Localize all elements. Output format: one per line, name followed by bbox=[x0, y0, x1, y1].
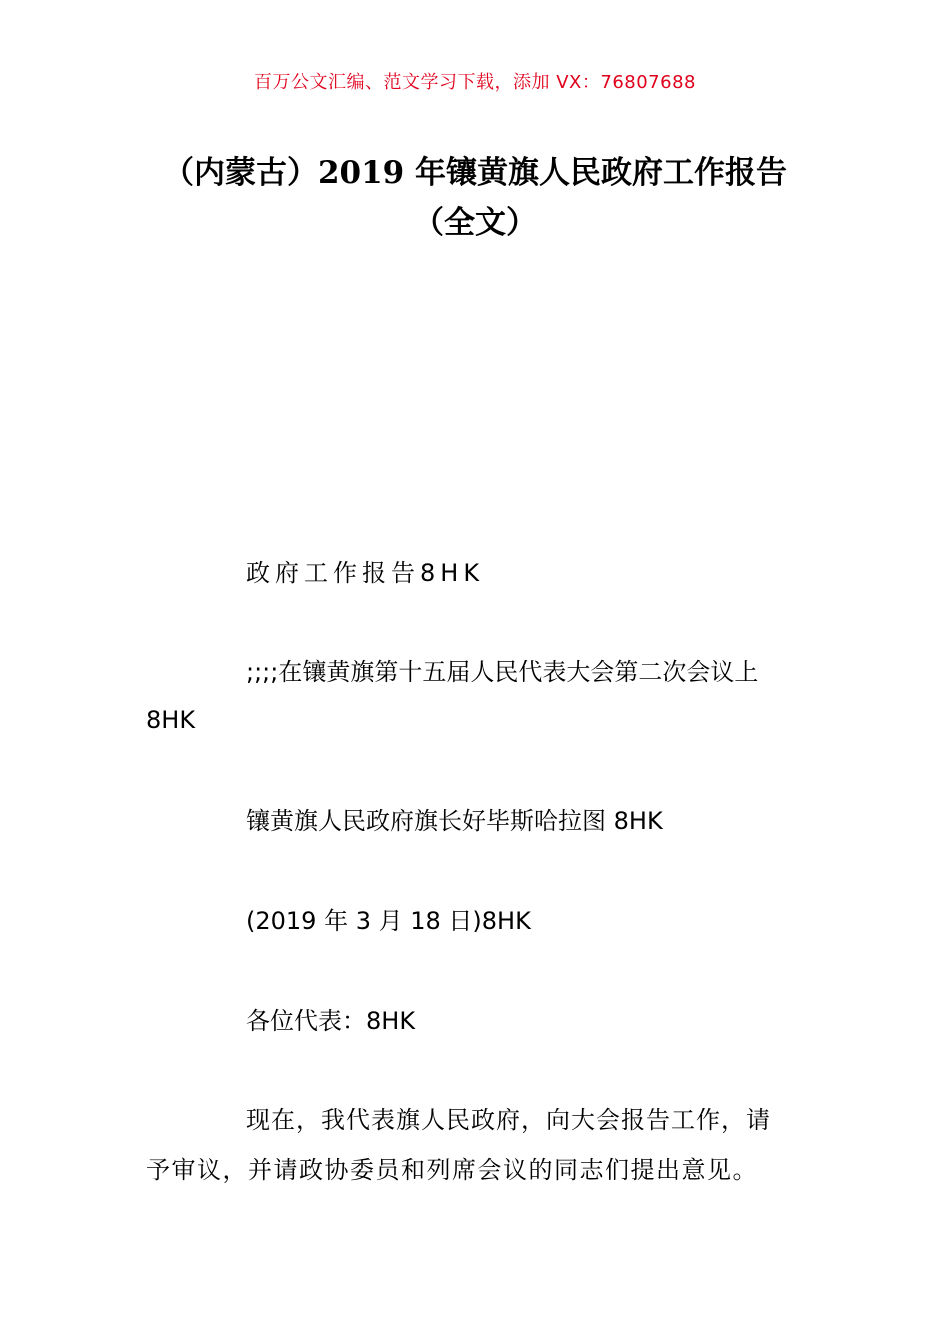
meeting-line-1: ;;;;在镶黄旗第十五届人民代表大会第二次会议上 bbox=[246, 658, 759, 686]
document-title: （内蒙古）2019 年镶黄旗人民政府工作报告（全文） bbox=[162, 155, 788, 241]
speaker-line: 镶黄旗人民政府旗长好毕斯哈拉图 8HK bbox=[246, 807, 663, 835]
salutation: 各位代表：8HK bbox=[246, 1007, 416, 1035]
date-line: (2019 年 3 月 18 日)8HK bbox=[246, 907, 531, 935]
body-line-1: 现在，我代表旗人民政府，向大会报告工作，请 bbox=[246, 1106, 771, 1134]
body-line-2: 予审议，并请政协委员和列席会议的同志们提出意见。 bbox=[146, 1156, 758, 1184]
report-heading: 政府工作报告8HK bbox=[246, 559, 485, 587]
meeting-line-2: 8HK bbox=[146, 706, 196, 734]
promo-banner: 百万公文汇编、范文学习下载，添加 VX：76807688 bbox=[254, 72, 696, 93]
